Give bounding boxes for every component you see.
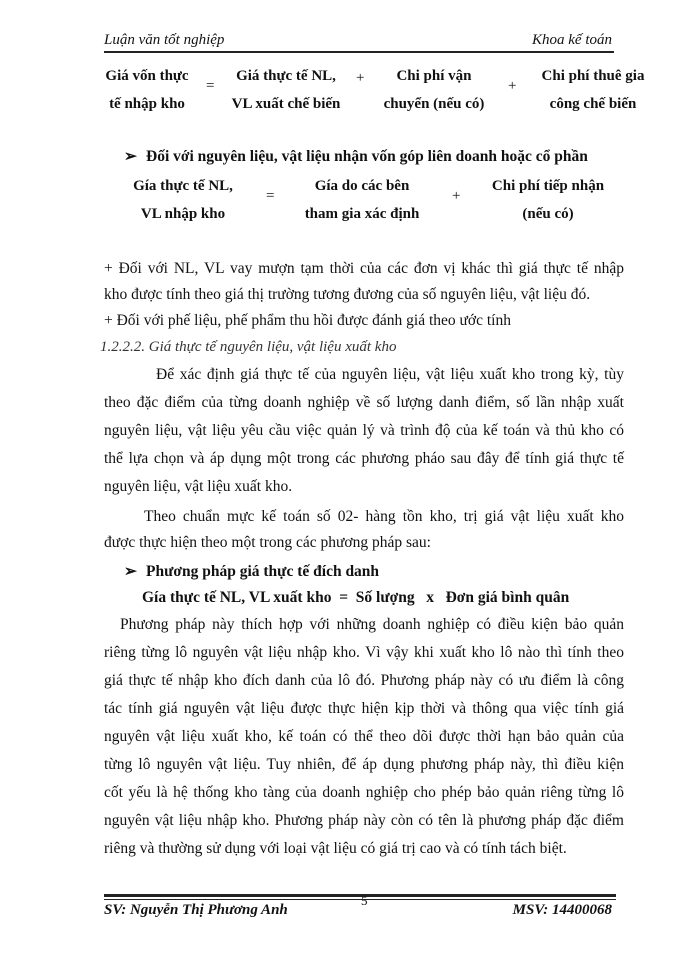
formula1-equals: =: [206, 78, 215, 94]
para4-line4: tác tính giá nguyên vật liệu được thực hiện kịp thời và thông qua việc tính giá: [104, 700, 624, 717]
para3-line1: Theo chuẩn mực kế toán số 02- hàng tồn kho, trị giá vật liệu xuất kho: [144, 508, 624, 525]
bullet-specific-identification: ➢ Phương pháp giá thực tế đích danh: [124, 563, 380, 580]
para2-line3: nguyên liệu, vật liệu yêu cầu việc quản lý và trình độ của kế toán và thủ kho có: [104, 422, 624, 439]
para1-line1: + Đối với NL, VL vay mượn tạm thời của các đơn vị khác thì giá thực tế nhập: [104, 260, 624, 277]
para1-line2: kho được tính theo giá thị trường tương đương của số nguyên liệu, vật liệu đó.: [104, 286, 591, 303]
para1-line3: + Đối với phế liệu, phế phẩm thu hồi được đánh giá theo ước tính: [104, 312, 511, 329]
para2-line1: Để xác định giá thực tế của nguyên liệu, vật liệu xuất kho trong kỳ, tùy: [156, 366, 624, 383]
para2-line4: thể lựa chọn và áp dụng một trong các phương pháo sau đây để tính giá thực tế: [104, 450, 624, 467]
para4-line6: từng lô nguyên vật liệu. Tuy nhiên, để áp dụng phương pháp này, thì điều kiện: [104, 756, 624, 773]
para4-line1: Phương pháp này thích hợp với những doanh nghiệp có điều kiện bảo quản: [120, 616, 624, 633]
footer-rule-thin: [104, 899, 616, 900]
formula2-term2: Gía do các bên tham gia xác định: [304, 178, 420, 222]
para2-line2: theo đặc điểm của từng doanh nghiệp về số lượng danh điểm, số lần nhập xuất: [104, 394, 624, 411]
para4-line2: riêng từng lô nguyên vật liệu nhập kho. Vì vậy khi xuất kho lô nào thì tính theo: [104, 644, 624, 661]
footer-rule-thick: [104, 894, 616, 897]
formula2-term3: Chi phí tiếp nhận (nếu có): [491, 178, 605, 222]
footer-student-id: MSV: 14400068: [512, 902, 612, 918]
formula1-plus1: +: [356, 70, 365, 86]
arrow-bullet-icon: ➢: [124, 148, 137, 165]
formula1-term4: Chi phí thuê gia công chế biến: [541, 68, 645, 112]
page-header: [104, 32, 612, 52]
formula3: Gía thực tế NL, VL xuất kho = Số lượng x Đơn giá bình quân: [142, 589, 570, 606]
header-faculty: Khoa kế toán: [532, 32, 612, 48]
para4-line9: riêng và thường sử dụng với loại vật liệu có giá trị cao và có tính tách biệt.: [104, 840, 567, 857]
header-thesis-title: Luận văn tốt nghiệp: [104, 32, 225, 48]
formula1-term3: Chi phí vận chuyển (nếu có): [383, 68, 485, 112]
para2-line5: nguyên liệu, vật liệu xuất kho.: [104, 478, 293, 495]
bullet-capital-contribution: ➢ Đối với nguyên liệu, vật liệu nhận vốn góp liên doanh hoặc cổ phần: [124, 148, 588, 165]
formula2-equals: =: [266, 188, 275, 204]
section-heading: 1.2.2.2. Giá thực tế nguyên liệu, vật liệu xuất kho: [100, 339, 397, 355]
formula1-plus2: +: [508, 78, 517, 94]
formula1-term1: Giá vốn thực tế nhập kho: [105, 68, 189, 112]
footer-student-name: SV: Nguyễn Thị Phương Anh: [104, 902, 288, 918]
para4-line5: nguyên vật liệu xuất kho, kế toán có thể theo dõi được thời hạn bảo quản của: [104, 728, 624, 745]
para4-line7: cốt yếu là hệ thống kho tàng của doanh nghiệp cho phép bảo quản riêng từng lô: [104, 784, 624, 801]
page-number: 5: [361, 893, 368, 908]
arrow-bullet-icon: ➢: [124, 563, 137, 580]
header-rule: [104, 51, 614, 53]
para3-line2: được thực hiện theo một trong các phương pháp sau:: [104, 534, 431, 551]
formula1-term2: Giá thực tế NL, VL xuất chế biến: [231, 68, 341, 112]
formula2-term1: Gía thực tế NL, VL nhập kho: [133, 178, 233, 222]
para4-line3: giá thực tế nhập kho đích danh của lô đó. Phương pháp này có ưu điểm là công: [104, 672, 624, 689]
formula2-plus: +: [452, 188, 461, 204]
para4-line8: nguyên vật liệu nhập kho. Phương pháp này còn có tên là phương pháp đặc điểm: [104, 812, 624, 829]
